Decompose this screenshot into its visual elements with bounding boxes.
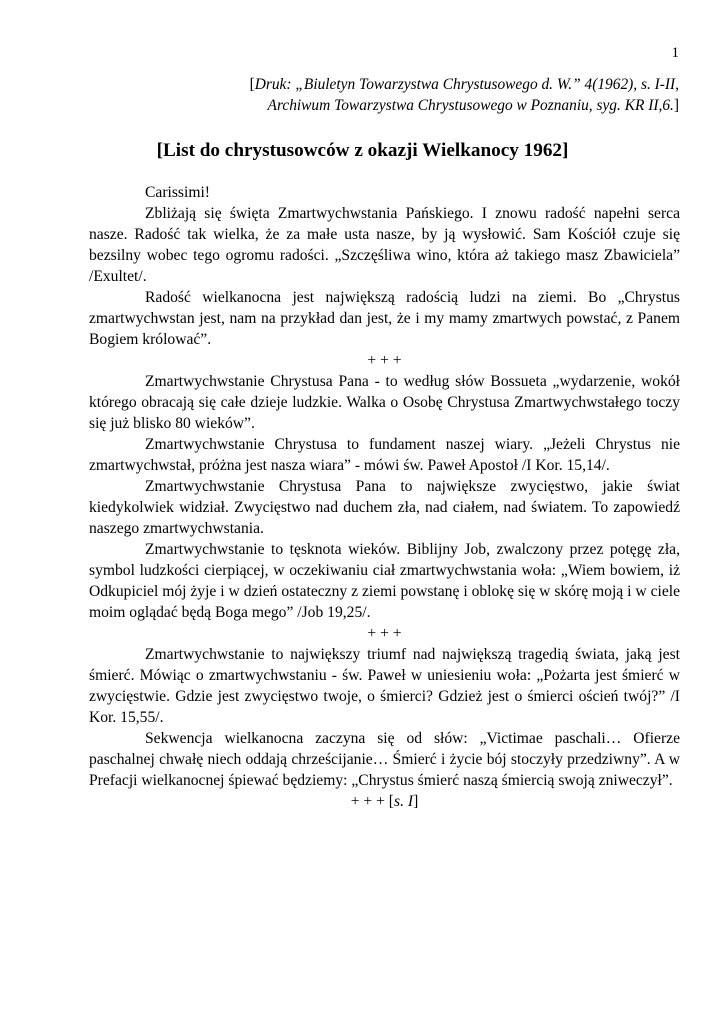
paragraph: Zmartwychwstanie Chrystusa to fundament naszej wiary. „Jeżeli Chrystus nie zmartwychwstał, próżna jest nasza wiara” - mówi św. Paweł Apostoł /I Kor. 15,14/. (89, 436, 680, 474)
page-number: 1 (671, 45, 679, 61)
source-note-text1: Druk: „Biuletyn Towarzystwa Chrystusowego d. W.” 4(1962), s. I-II, (254, 76, 679, 93)
paragraph: Zmartwychwstanie Chrystusa Pana to największe zwycięstwo, jakie świat kiedykolwiek widział. Zwycięstwo nad duchem zła, nad ciałem, nad światem. To zapowiedź naszego zmartwychwstania. (89, 478, 680, 537)
open-bracket: [ (249, 76, 255, 93)
paragraph: Zmartwychwstanie to tęsknota wieków. Biblijny Job, zwalczony przez potęgę zła, symbol ludzkości cierpiącej, w oczekiwaniu ciał zmartwychwstania woła: „Wiem bowiem, iż Odkupiciel mój żyje i w dzień ostateczny z ziemi powstanę i oblokę się w skórę moją i w ciele moim oglądać będą Boga mego” /Job 19,25/. (89, 541, 680, 621)
greeting: Carissimi! (145, 184, 210, 201)
source-note-line2 (119, 95, 679, 116)
page-marker-prefix: + + + [ (350, 793, 394, 810)
paragraph: Zmartwychwstanie to największy triumf nad największą tragedią świata, jaką jest śmierć. Mówiąc o zmartwychwstaniu - św. Paweł w uniesieniu woła: „Pożarta jest śmierć w zwycięstwie. Gdzie jest zwycięstwo twoje, o śmierci? Gdzież jest o śmierci oścień twój?” /I Kor. 15,55/. (89, 646, 680, 726)
letter-body (89, 182, 680, 812)
source-note-text2: Archiwum Towarzystwa Chrystusowego w Poznaniu, syg. KR II,6. (267, 97, 674, 114)
page-title: [List do chrystusowców z okazji Wielkanocy 1962] (156, 140, 569, 161)
separator: + + + (367, 352, 402, 369)
page-marker-label: s. I (394, 793, 414, 810)
paragraph: Zbliżają się święta Zmartwychwstania Pańskiego. I znowu radość napełni serca nasze. Radość tak wielka, że za małe usta nasze, by ją wysłowić. Sam Kościół czuje się bezsilny wobec tego ogromu radości. „Szczęśliwa wino, która aż takiego masz Zbawiciela” /Exultet/. (89, 205, 680, 285)
paragraph: Sekwencja wielkanocna zaczyna się od słów: „Victimae paschali… Ofierze paschalnej chwałę niech oddają chrześcijanie… Śmierć i życie bój stoczyły przedziwny”. A w Prefacji wielkanocnej śpiewać będziemy: „Chrystus śmierć naszą śmiercią swoją zniweczył”. (89, 730, 680, 789)
source-note-line1 (119, 74, 679, 95)
paragraph: Radość wielkanocna jest największą radością ludzi na ziemi. Bo „Chrystus zmartwychwstan jest, nam na przykład dan jest, że i my mamy zmartwych powstać, z Panem Bogiem królować”. (89, 289, 680, 348)
source-note (119, 74, 679, 116)
paragraph: Zmartwychwstanie Chrystusa Pana - to według słów Bossueta „wydarzenie, wokół którego obracają się całe dzieje ludzkie. Walka o Osobę Chrystusa Zmartwychwstałego toczy się już blisko 80 wieków”. (89, 373, 680, 432)
page-marker-suffix: ] (413, 793, 419, 810)
close-bracket: ] (673, 97, 679, 114)
separator: + + + (367, 625, 402, 642)
page-marker (89, 791, 680, 812)
